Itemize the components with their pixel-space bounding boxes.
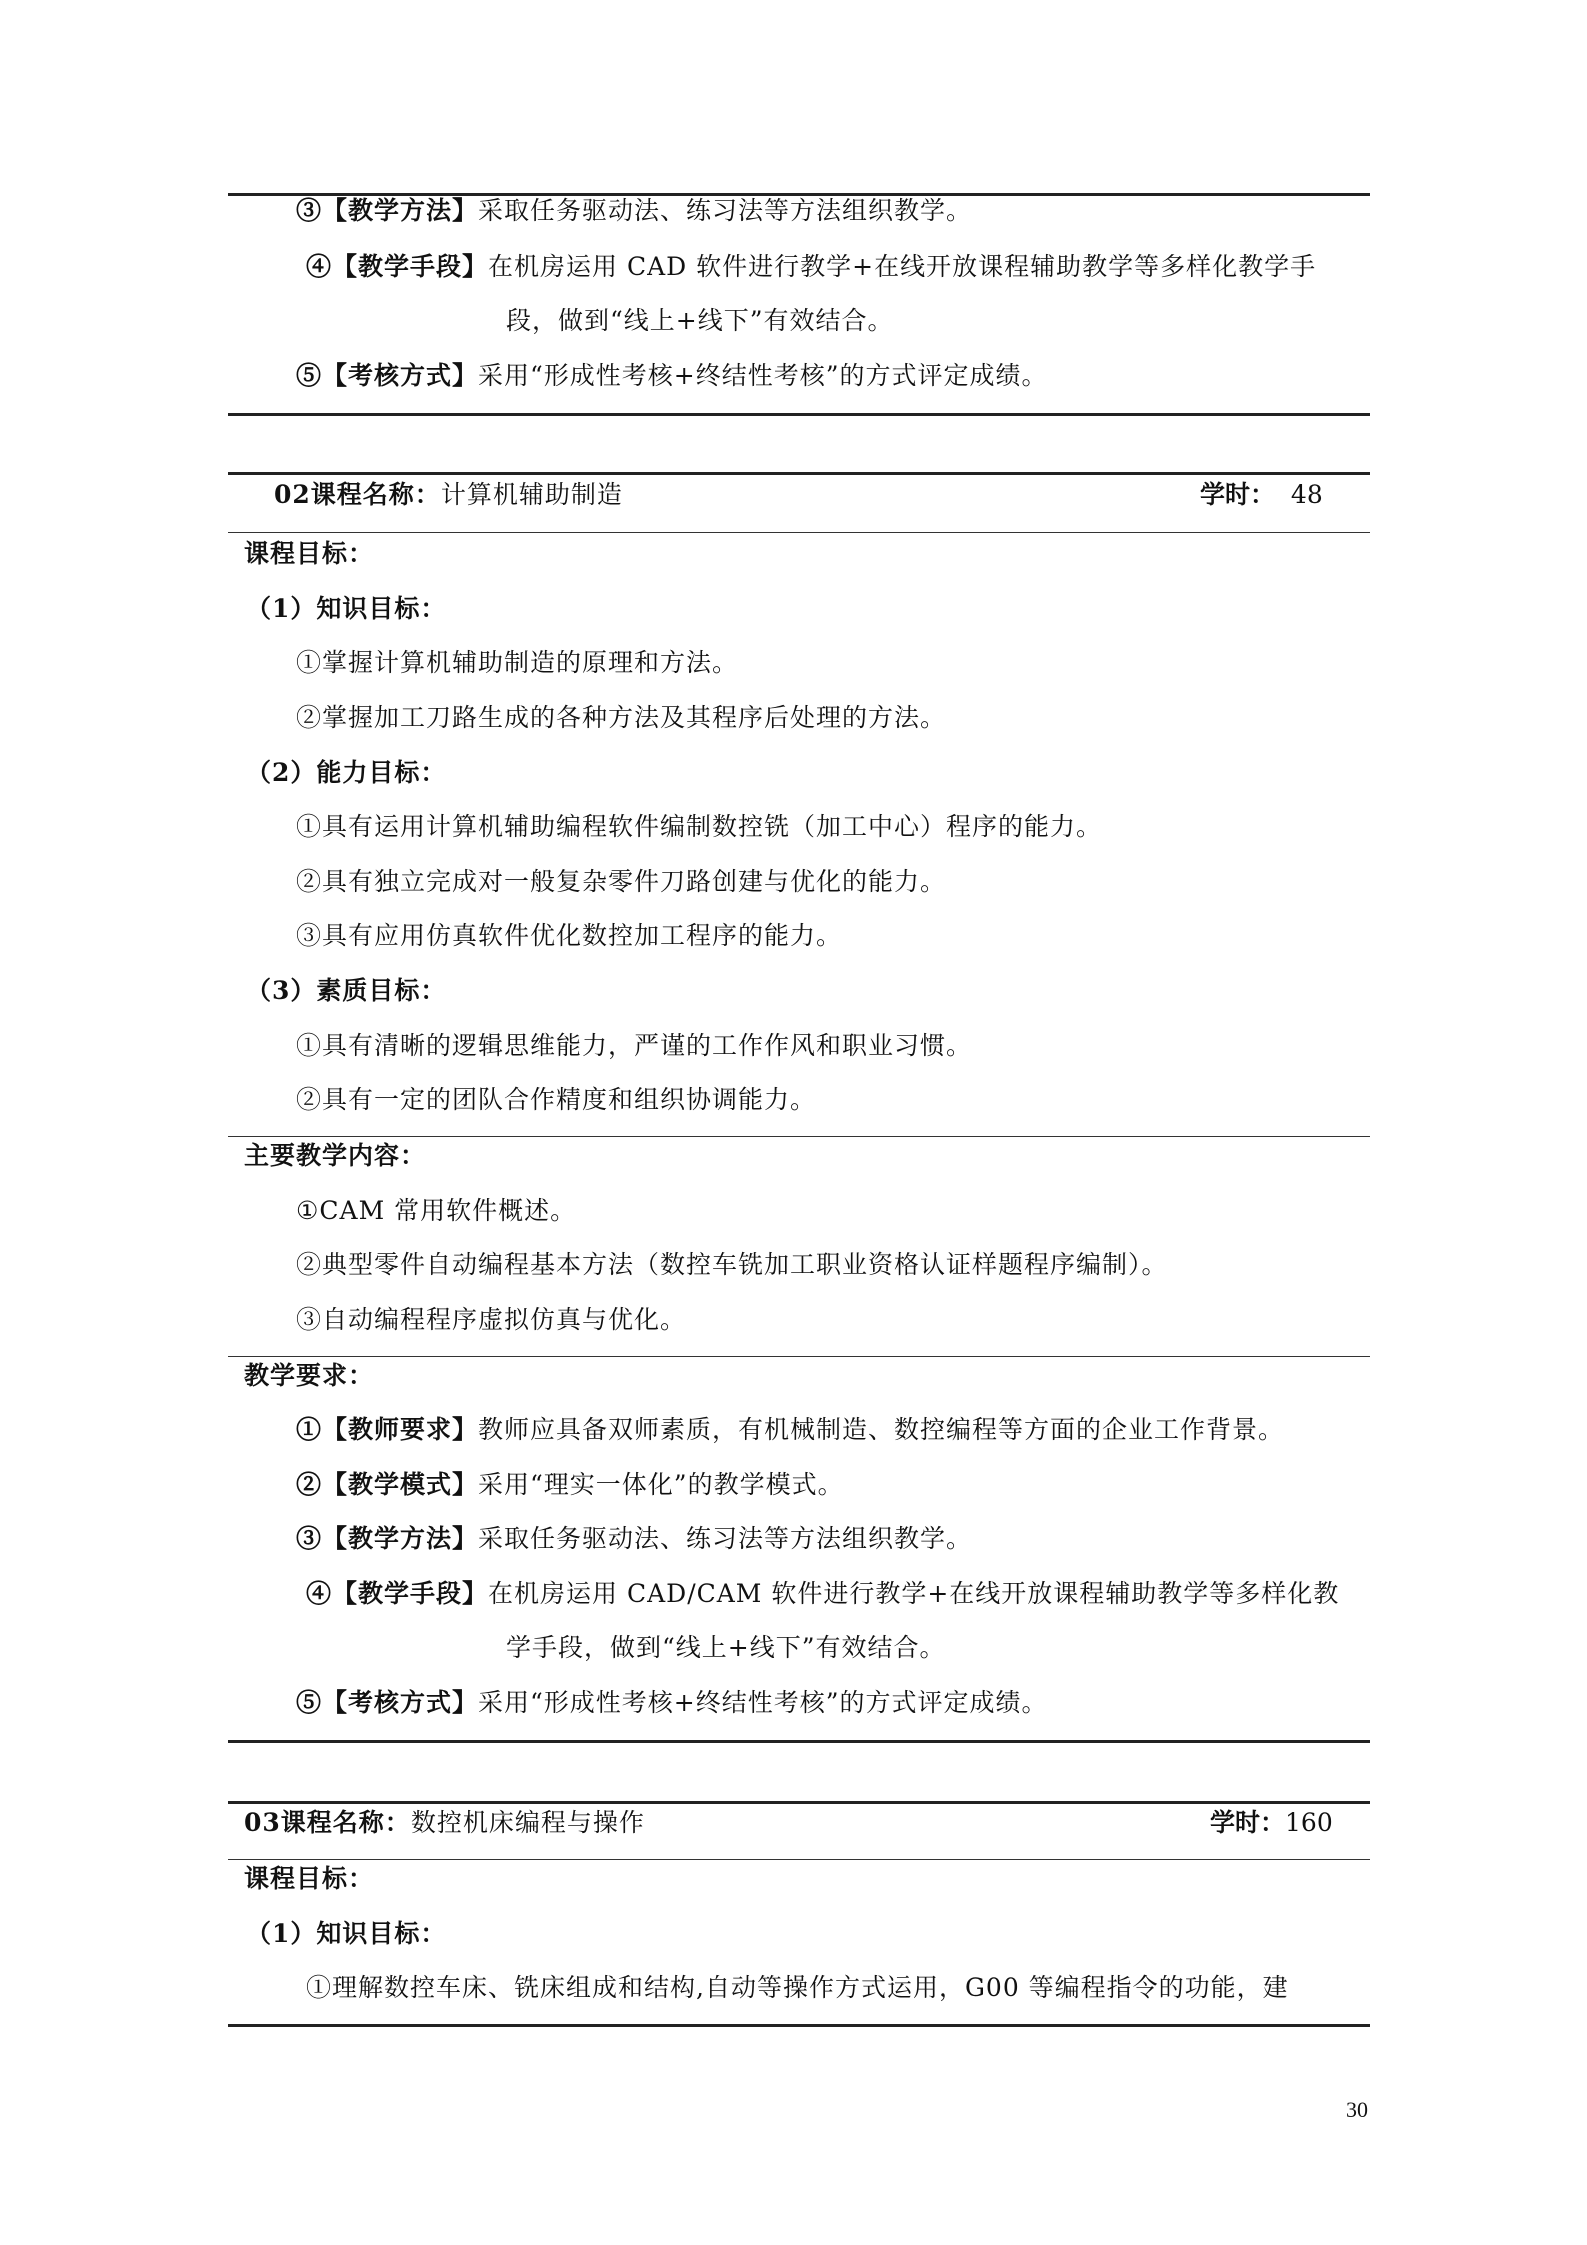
section-heading: 课程目标： <box>244 1864 375 1893</box>
list-item: ①具有清晰的逻辑思维能力，严谨的工作作风和职业习惯。 <box>296 1031 973 1060</box>
course-hours: 学时： 48 <box>1200 480 1323 509</box>
subsection-heading: （2）能力目标： <box>246 758 447 787</box>
subsection-heading: （3）素质目标： <box>246 976 447 1005</box>
course-header: 02课程名称：计算机辅助制造 <box>274 480 623 509</box>
subsection-heading: （1）知识目标： <box>246 1919 447 1948</box>
list-item: ②具有一定的团队合作精度和组织协调能力。 <box>296 1085 817 1114</box>
list-item: ①具有运用计算机辅助编程软件编制数控铣（加工中心）程序的能力。 <box>296 812 1103 841</box>
divider <box>228 1136 1370 1137</box>
requirement-line: ③【教学方法】采取任务驱动法、练习法等方法组织教学。 <box>296 196 973 225</box>
divider <box>228 1859 1370 1860</box>
list-item: ①理解数控车床、铣床组成和结构,自动等操作方式运用，G00 等编程指令的功能，建 <box>306 1973 1289 2002</box>
requirement-line: 段，做到“线上+线下”有效结合。 <box>506 306 894 335</box>
course-top-rule <box>228 472 1370 475</box>
list-item: ②掌握加工刀路生成的各种方法及其程序后处理的方法。 <box>296 703 947 732</box>
course-name: 数控机床编程与操作 <box>410 1808 645 1837</box>
course-header: 03课程名称：数控机床编程与操作 <box>244 1808 645 1837</box>
bottom-rule <box>228 2024 1370 2027</box>
requirement-line: ②【教学模式】采用“理实一体化”的教学模式。 <box>296 1470 844 1499</box>
list-item: ③具有应用仿真软件优化数控加工程序的能力。 <box>296 921 843 950</box>
subsection-heading: （1）知识目标： <box>246 594 447 623</box>
list-item: ②具有独立完成对一般复杂零件刀路创建与优化的能力。 <box>296 867 947 896</box>
list-item: ①掌握计算机辅助制造的原理和方法。 <box>296 648 739 677</box>
section-heading: 课程目标： <box>244 539 375 568</box>
course-top-rule <box>228 1801 1370 1804</box>
block-bottom-rule <box>228 413 1370 416</box>
list-item: ①CAM 常用软件概述。 <box>296 1196 577 1225</box>
course-hours: 学时：160 <box>1210 1808 1333 1837</box>
page-number: 30 <box>1346 2097 1368 2122</box>
list-item: ②典型零件自动编程基本方法（数控车铣加工职业资格认证样题程序编制）。 <box>296 1250 1168 1279</box>
section-heading: 教学要求： <box>244 1361 375 1390</box>
course-name: 计算机辅助制造 <box>440 480 623 509</box>
requirement-line: ⑤【考核方式】采用“形成性考核+终结性考核”的方式评定成绩。 <box>296 361 1048 390</box>
requirement-line: ⑤【考核方式】采用“形成性考核+终结性考核”的方式评定成绩。 <box>296 1688 1048 1717</box>
section-heading: 主要教学内容： <box>244 1141 427 1170</box>
requirement-line: ④【教学手段】在机房运用 CAD 软件进行教学+在线开放课程辅助教学等多样化教学手 <box>306 252 1317 281</box>
requirement-line: ③【教学方法】采取任务驱动法、练习法等方法组织教学。 <box>296 1524 973 1553</box>
divider <box>228 532 1370 533</box>
block-bottom-rule <box>228 1740 1370 1743</box>
divider <box>228 1356 1370 1357</box>
requirement-line: 学手段，做到“线上+线下”有效结合。 <box>506 1633 946 1662</box>
requirement-line: ④【教学手段】在机房运用 CAD/CAM 软件进行教学+在线开放课程辅助教学等多样化教 <box>306 1579 1340 1608</box>
requirement-line: ①【教师要求】教师应具备双师素质，有机械制造、数控编程等方面的企业工作背景。 <box>296 1415 1285 1444</box>
list-item: ③自动编程程序虚拟仿真与优化。 <box>296 1305 687 1334</box>
